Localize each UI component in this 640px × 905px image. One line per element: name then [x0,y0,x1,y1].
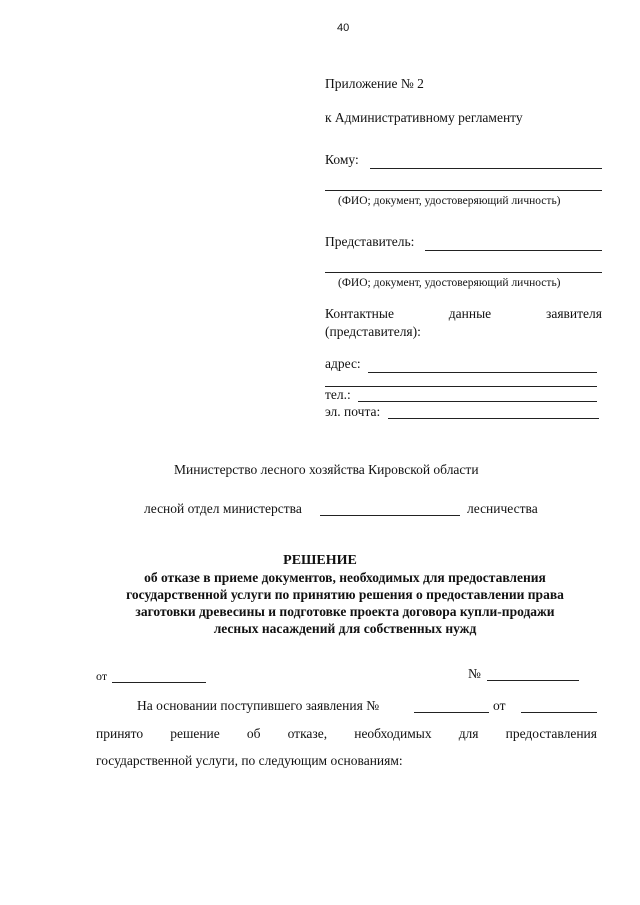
address-field-line[interactable] [368,372,597,373]
phone-field-line[interactable] [358,401,597,402]
phone-label: тел.: [325,387,351,402]
number-field-line[interactable] [487,680,579,681]
representative-label: Представитель: [325,234,415,249]
page-number: 40 [337,22,350,34]
ministry-name: Министерство лесного хозяйства Кировской области [174,462,479,477]
decision-line: об отказе в приеме документов, необходимых для предоставления [144,570,546,585]
body-word: принято [96,726,144,741]
email-label: эл. почта: [325,404,381,419]
decision-title: РЕШЕНИЕ [283,553,357,568]
body-word: решение [170,726,220,741]
contact-heading [325,306,602,322]
decision-line: заготовки древесины и подготовке проекта договора купли-продажи [135,604,555,619]
department-field-line[interactable] [320,515,460,516]
number-label: № [468,666,481,681]
department-suffix: лесничества [467,501,538,516]
body-line3: государственной услуги, по следующим основаниям: [96,753,403,768]
body-word: отказе, [287,726,328,741]
from-date-label: от [96,669,108,683]
body-word: об [246,726,261,741]
appendix-subtitle: к Административному регламенту [325,110,523,125]
to-field-line-2[interactable] [325,190,602,191]
representative-field-line[interactable] [425,250,602,251]
address-field-line-2[interactable] [325,386,597,387]
department-prefix: лесной отдел министерства [144,501,302,516]
application-number-field-line[interactable] [414,712,489,713]
to-label: Кому: [325,152,359,167]
to-hint: (ФИО; документ, удостоверяющий личность) [338,195,561,207]
address-label: адрес: [325,356,361,371]
contact-word: данные [448,306,492,321]
decision-line: государственной услуги по принятию решения о предоставлении права [126,587,564,602]
contact-word: Контактные [325,306,394,321]
application-date-field-line[interactable] [521,712,597,713]
appendix-title: Приложение № 2 [325,76,424,91]
representative-hint: (ФИО; документ, удостоверяющий личность) [338,277,561,289]
decision-line: лесных насаждений для собственных нужд [213,621,477,636]
contact-word: заявителя [546,306,602,321]
body-line1-from: от [493,698,506,713]
body-word: для [458,726,479,741]
email-field-line[interactable] [388,418,599,419]
body-word: необходимых [354,726,432,741]
representative-field-line-2[interactable] [325,272,602,273]
body-line1-prefix: На основании поступившего заявления № [137,698,380,713]
to-field-line[interactable] [370,168,602,169]
contact-heading-line2: (представителя): [325,324,421,339]
from-date-field-line[interactable] [112,682,206,683]
body-line2 [96,726,597,742]
body-word: предоставления [505,726,597,741]
